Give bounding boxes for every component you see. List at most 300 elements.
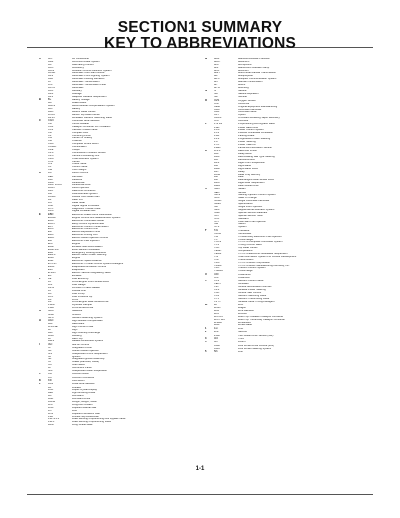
abbreviation-meaning: Overdrive: [238, 102, 250, 105]
abbreviation: RHD: [214, 167, 220, 170]
abbreviation-meaning: Windshield: [238, 321, 251, 324]
abbreviation: LCD: [48, 389, 54, 392]
abbreviation: MPX: [214, 78, 220, 81]
abbreviation: J/C: [48, 376, 52, 379]
abbreviation-meaning: Cold-Start Fuel Injection: [238, 220, 266, 223]
abbreviation: DIFF. LOCK: [48, 184, 62, 187]
abbreviation: T/A: [214, 229, 219, 232]
abbreviation-meaning: Turbocharger: [238, 238, 254, 241]
abbreviation-meaning: Special Service Materials: [238, 211, 268, 214]
abbreviation: MP: [214, 75, 218, 78]
abbreviation-meaning: Electric Vacuum Regulating Valve: [72, 271, 111, 274]
abbreviation-meaning: Power Steering: [238, 141, 256, 144]
abbreviation: VSC: [214, 291, 220, 294]
abbreviation-meaning: Front-Engine Front-Wheel-Drive: [72, 281, 109, 284]
group-letter: L: [39, 383, 41, 386]
abbreviation-meaning: Coupe: [72, 149, 80, 152]
abbreviation-meaning: Catalytic Converter For Oxidation: [72, 125, 111, 128]
abbreviation: CCo: [48, 125, 54, 128]
abbreviation: FR: [48, 301, 52, 304]
abbreviation: 5th: [214, 350, 218, 353]
abbreviation-meaning: Data Link Connector: [72, 190, 96, 193]
abbreviation-meaning: Hatchback: [72, 323, 85, 326]
abbreviation: CPE: [48, 149, 54, 152]
abbreviation-meaning: Automatic Transmission Fluid: [72, 84, 106, 87]
abbreviation: VENT: [214, 283, 221, 286]
abbreviation: WU-TWC: [214, 318, 226, 321]
abbreviation: W/: [214, 303, 218, 306]
abbreviation-meaning: Differential Lock: [72, 184, 91, 187]
abbreviation: RFS: [214, 161, 220, 164]
abbreviation-meaning: High Current Fuse: [72, 325, 94, 328]
abbreviation-meaning: Throttle Body Electronic Fuel Injection: [238, 235, 282, 238]
abbreviation: GAS: [48, 310, 54, 313]
abbreviation-meaning: Curb Weight: [72, 169, 87, 172]
abbreviation: SOC: [214, 197, 220, 200]
abbreviation-meaning: Rigid Front Suspension: [238, 161, 265, 164]
abbreviation-meaning: Warm Up Oxidation Catalytic Converter: [238, 315, 284, 318]
abbreviation: CF: [48, 134, 52, 137]
group-letter: A: [39, 58, 41, 60]
abbreviation-meaning: Supplemental Restraint System: [238, 208, 275, 211]
abbreviation: FE: [48, 277, 52, 280]
abbreviation-column-left: [39, 58, 205, 427]
abbreviation-meaning: Vehicle Identification Number: [238, 286, 272, 289]
abbreviation-meaning: TOYOTA Motor Manufacturing Kentucky, Inc.: [238, 264, 290, 267]
abbreviation: IFS: [48, 352, 53, 355]
abbreviation-meaning: Independent Rear Suspension: [72, 370, 108, 373]
abbreviation-meaning: Circuit Breaker: [72, 123, 90, 125]
abbreviation-meaning: Exhaust Gas Recirculation: [72, 245, 103, 248]
abbreviation: CPU: [48, 154, 54, 157]
abbreviation: FWD: [48, 307, 54, 310]
abbreviation-meaning: Auxiliary: [72, 89, 82, 92]
abbreviation-meaning: Deflector: [72, 178, 83, 181]
abbreviation-meaning: Long-Life Coolant: [72, 403, 93, 406]
abbreviation-meaning: Rear: [238, 176, 244, 179]
abbreviation-meaning: State Of Charge: [238, 197, 257, 200]
abbreviation-meaning: Fuel Pump: [72, 292, 85, 295]
abbreviation: STJ: [214, 220, 219, 223]
abbreviation-meaning: Third: [238, 337, 244, 340]
abbreviation-meaning: Indirect Diesel Injection: [72, 349, 99, 352]
abbreviation-meaning: Undersize: [238, 276, 250, 279]
abbreviation-meaning: Overhead Camshaft: [238, 108, 262, 111]
abbreviation-meaning: Low: [72, 409, 77, 412]
abbreviation-meaning: Emergency Locking Retractor: [72, 251, 107, 254]
abbreviation: O/D: [214, 102, 219, 105]
abbreviation: TC: [214, 238, 218, 241]
abbreviation: ACIS: [48, 69, 55, 72]
abbreviation: LO: [48, 409, 52, 412]
abbreviation-meaning: Bottom Dead Center: [72, 110, 96, 113]
abbreviation-meaning: Power Take-Off: [238, 143, 256, 146]
abbreviation: RR: [214, 176, 218, 179]
abbreviation-meaning: Warm Up Three-Way Catalytic Converter: [238, 318, 286, 321]
abbreviation: ECT: [48, 225, 54, 228]
abbreviation: LLC: [48, 403, 53, 406]
abbreviation-meaning: Left-Hand: [72, 395, 84, 398]
abbreviation-meaning: Relay: [238, 170, 245, 173]
abbreviation: W/H: [214, 310, 220, 313]
abbreviation: IIA: [48, 358, 52, 361]
abbreviation: 1st: [214, 327, 218, 330]
abbreviation: MIC: [214, 63, 219, 66]
abbreviation-meaning: Front-Wheel-Drive: [72, 307, 94, 310]
abbreviation-meaning: Fuel Economy: [72, 277, 89, 280]
abbreviation: DP: [48, 198, 52, 201]
bottom-divider: [27, 494, 373, 495]
abbreviation-meaning: High: [72, 328, 78, 331]
abbreviation: DTC: [48, 207, 54, 210]
abbreviation: T/M: [214, 258, 219, 261]
abbreviation-meaning: Formed in Place Gasket: [72, 286, 100, 289]
abbreviation-meaning: Wagon: [238, 307, 247, 310]
abbreviation: RR: [214, 179, 218, 182]
abbreviation: GND: [48, 313, 54, 316]
abbreviation: SYS: [214, 226, 220, 229]
abbreviation: TMMK: [214, 264, 222, 267]
abbreviation: B+: [48, 98, 52, 101]
group-letter: 3: [205, 337, 207, 340]
abbreviation-meaning: Liquified Natural Gas: [72, 406, 97, 409]
abbreviation-meaning: Progressive Power Steering: [238, 138, 271, 141]
abbreviation: F/P: [48, 292, 53, 295]
abbreviation: BTDC: [48, 113, 56, 116]
abbreviation: FL: [48, 289, 52, 292]
abbreviation: LH: [48, 395, 52, 398]
abbreviation: BDC: [48, 110, 54, 113]
abbreviation-meaning: Acoustic Control Induction System: [72, 69, 112, 72]
abbreviation: EGR: [48, 245, 54, 248]
abbreviation: 2WD: [214, 334, 220, 337]
abbreviation: OPT: [214, 114, 220, 117]
group-letter: U: [205, 273, 207, 276]
abbreviation-meaning: TOYOTA Electronic Modulated Suspension: [238, 253, 288, 255]
abbreviation: ECU: [48, 228, 54, 231]
abbreviation-meaning: Transaxle: [238, 229, 250, 232]
abbreviation: LAN: [48, 383, 54, 386]
abbreviation: HSG: [48, 334, 54, 337]
abbreviation-meaning: Electronic Fuel Injection: [72, 240, 100, 243]
group-letter: H: [39, 319, 41, 322]
abbreviation-meaning: Original Equipment Manufacturing: [238, 105, 278, 108]
abbreviation-meaning: TOYOTA Motor Corporation: [238, 261, 270, 264]
abbreviation-meaning: Junction Block: [72, 373, 89, 376]
abbreviation: AUX: [48, 89, 54, 92]
abbreviation-meaning: Exhaust: [72, 274, 82, 277]
abbreviation-meaning: Electronic Spark Advance: [72, 260, 102, 263]
abbreviation: RRS: [214, 182, 220, 185]
abbreviation-meaning: Integrated Circuit: [72, 346, 92, 349]
abbreviation: CD: [48, 131, 52, 134]
abbreviation-meaning: Mount: [238, 84, 246, 87]
group-letter: 1: [205, 327, 207, 330]
abbreviation-meaning: Rack And Pinion: [238, 150, 258, 153]
abbreviation: TCV: [214, 244, 220, 247]
abbreviation: CCV: [48, 128, 54, 131]
abbreviation-meaning: Length, Height, Width: [72, 401, 97, 404]
abbreviation: F/G: [48, 284, 53, 287]
abbreviation-meaning: Eddy Current Dynamometer: [72, 222, 105, 225]
abbreviation-meaning: Adaptive Variable Suspension: [72, 95, 107, 98]
abbreviation-meaning: Automatic Front Lighting System: [72, 75, 110, 78]
abbreviation-meaning: Light Emitting Diode: [72, 392, 96, 395]
abbreviation: D/INJ: [48, 187, 55, 190]
page-number: 1-1: [195, 466, 205, 472]
abbreviation: TDC: [214, 247, 220, 250]
group-letter: I: [39, 343, 40, 346]
abbreviation: J/B: [48, 372, 52, 376]
abbreviation-meaning: Rear-Engine Rear-Wheel Drive: [238, 179, 274, 182]
abbreviation-meaning: Center Of Gravity: [72, 137, 93, 140]
abbreviation: PTO: [214, 143, 220, 146]
abbreviation-meaning: Direct Current: [72, 172, 89, 175]
abbreviation-meaning: Battery: [72, 107, 81, 110]
abbreviation: FR: [48, 298, 52, 301]
abbreviation: MAX.: [214, 60, 221, 63]
abbreviation: TEMS: [214, 253, 222, 255]
abbreviation: E-VRV: [48, 271, 56, 274]
abbreviation: SEN: [214, 191, 220, 194]
abbreviation-meaning: Multi-mode Manual Transmission: [238, 72, 277, 75]
abbreviation: VTV: [214, 297, 220, 300]
abbreviation: SOHC: [214, 200, 222, 203]
abbreviation-meaning: Turbocharge: [238, 270, 253, 273]
abbreviation-meaning: Read Only Memory: [238, 173, 261, 176]
abbreviation: OEM: [214, 105, 220, 108]
abbreviation-row: [39, 424, 205, 427]
abbreviation-meaning: Variable Power Steering: [238, 289, 266, 292]
abbreviation-meaning: Tachometer: [238, 232, 252, 235]
abbreviation: COMB.: [48, 146, 57, 149]
abbreviation-meaning: Temperature: [238, 250, 253, 253]
abbreviation: MIN.: [214, 69, 220, 72]
abbreviation: ALR: [48, 78, 54, 81]
abbreviation: AVG: [48, 92, 54, 95]
abbreviation-meaning: Automatic Cold Start Device: [72, 72, 105, 75]
abbreviation: 2nd: [214, 330, 219, 334]
abbreviation: SPI: [214, 206, 219, 209]
abbreviation: LNG: [48, 406, 54, 409]
abbreviation-meaning: Oversize: [238, 120, 249, 123]
abbreviation-meaning: Alternating Current: [72, 63, 94, 66]
abbreviation-meaning: Fusible Link: [72, 289, 86, 292]
abbreviation: LED: [48, 392, 54, 395]
abbreviation: EVAP: [48, 266, 55, 269]
abbreviation: A/C: [48, 58, 53, 60]
abbreviation-meaning: On-board Refueling Vapor Recovery: [238, 117, 280, 120]
abbreviation: AUTO: [48, 86, 56, 89]
abbreviation-meaning: Recirculating Ball Type Steering: [238, 156, 275, 159]
abbreviation-meaning: Liftback: [72, 386, 81, 389]
abbreviation: DFL: [48, 178, 53, 181]
abbreviation: C/V: [48, 163, 53, 166]
abbreviation-meaning: Fuel Pressure Up: [72, 295, 93, 298]
abbreviation: E/G: [48, 242, 53, 245]
abbreviation: TEMP.: [214, 250, 222, 253]
abbreviation: LHD: [48, 398, 54, 401]
abbreviation: HI: [48, 328, 51, 331]
abbreviation-meaning: Center: [72, 160, 80, 163]
abbreviation-meaning: Direct Injection: [72, 187, 90, 190]
abbreviation: ATF: [48, 84, 53, 87]
abbreviation: DC: [48, 172, 52, 175]
abbreviation: DLC: [48, 190, 54, 193]
abbreviation-meaning: Electro-Deposited Prime: [72, 231, 101, 234]
section-title: SECTION1 SUMMARY: [117, 19, 283, 36]
group-letter: K: [39, 379, 41, 382]
abbreviation-meaning: Manual Transmission: [238, 81, 263, 84]
group-letter: R: [205, 149, 207, 153]
abbreviation-meaning: Automatic Locking Retractor: [72, 78, 105, 81]
abbreviation-meaning: Liquified Petroleum Gas: [72, 412, 100, 415]
abbreviation-meaning: Accessory: [72, 66, 84, 69]
abbreviation: RBS: [214, 156, 220, 159]
abbreviation: IDI: [48, 349, 52, 352]
group-letter: O: [205, 99, 208, 102]
abbreviation: KD: [48, 379, 52, 382]
abbreviation-meaning: Mounting: [238, 86, 249, 89]
abbreviation-column-right: [205, 58, 371, 354]
abbreviation: WU-OC: [214, 315, 224, 318]
abbreviation: CB: [48, 123, 52, 125]
abbreviation: SW: [214, 223, 219, 226]
abbreviation-meaning: Without: [238, 312, 247, 315]
abbreviation: SST: [214, 214, 220, 217]
abbreviation: MIL: [214, 66, 219, 69]
abbreviation-meaning: High Intensity Discharge: [72, 331, 101, 334]
abbreviation: H-FUSE: [48, 325, 58, 328]
group-letter: 4: [205, 341, 207, 344]
abbreviation-meaning: High Altitude Compensator: [72, 319, 103, 322]
abbreviation-meaning: Hard Top: [72, 337, 83, 340]
abbreviation-meaning: Traction Control System: [238, 267, 266, 270]
abbreviation-meaning: Single Overhead Camshaft: [238, 200, 270, 203]
group-letter: W: [205, 303, 208, 306]
abbreviation: EGR-VM: [48, 248, 59, 251]
abbreviation-meaning: Electronic Driving Unit: [72, 234, 98, 237]
group-letter: 5: [205, 350, 207, 353]
abbreviation: VCV: [214, 279, 220, 283]
abbreviation-meaning: EGR-Vacuum Modulator: [72, 248, 101, 251]
abbreviation: IRS: [48, 370, 53, 373]
abbreviation: FPU: [48, 295, 54, 298]
group-letter: E: [39, 213, 41, 216]
abbreviation-meaning: Vacuum Transmitting Valve: [238, 297, 270, 300]
abbreviation: PCS: [214, 129, 220, 132]
abbreviation-meaning: Specification: [238, 203, 253, 206]
abbreviation: MT: [214, 84, 218, 87]
abbreviation: VPS: [214, 289, 220, 292]
abbreviation: DVD: [48, 210, 54, 213]
abbreviation-meaning: Battery Voltage: [72, 98, 90, 101]
abbreviation: SPEC: [214, 203, 222, 206]
abbreviation-meaning: Power Back Door: [238, 126, 259, 129]
abbreviation: EDU: [48, 234, 54, 237]
abbreviation-meaning: Limited Slip Differential: [72, 415, 99, 418]
abbreviation-meaning: Channel: [72, 140, 82, 143]
abbreviation-meaning: Vehicle Skid Control: [238, 291, 262, 294]
abbreviation-meaning: Integrated Ignition Assembly: [72, 358, 105, 361]
abbreviation: AVS: [48, 95, 53, 98]
abbreviation: CV: [48, 166, 52, 169]
abbreviation: O/S: [214, 120, 219, 123]
abbreviation-meaning: Variable Valve Timing-intelligent: [238, 300, 275, 303]
abbreviation-meaning: Control Valve: [72, 166, 88, 169]
abbreviation-meaning: Microphone: [238, 63, 252, 66]
abbreviation: HT: [48, 337, 52, 340]
abbreviation-meaning: Defroster: [72, 175, 83, 178]
abbreviation-meaning: Anti-Lock Brake System: [72, 60, 100, 63]
abbreviation: ENG: [48, 257, 54, 260]
abbreviation-meaning: Automatic: [72, 86, 84, 89]
abbreviation-meaning: Electronic Throttle Control System-intelligent: [72, 263, 124, 266]
abbreviation-meaning: Vacuum Switching Valve: [238, 294, 267, 297]
abbreviation: DOHC: [48, 195, 56, 198]
abbreviation: PKB: [214, 135, 220, 138]
abbreviation: SICS: [214, 194, 221, 197]
abbreviation: AT: [48, 81, 52, 84]
abbreviation-meaning: Check Valve: [72, 163, 87, 166]
abbreviation: EBD: [48, 213, 54, 216]
abbreviation: TMC: [214, 261, 220, 264]
group-letter: B: [39, 98, 41, 101]
abbreviation-meaning: System: [238, 226, 247, 229]
abbreviation-meaning: Sensor: [238, 191, 247, 194]
abbreviation: ECDY: [48, 222, 56, 225]
abbreviation: WSHD: [214, 321, 222, 324]
abbreviation-meaning: Rear-Wheel Drive: [238, 185, 259, 188]
abbreviation-meaning: Fuel Gauge: [72, 284, 86, 287]
abbreviation-meaning: Minimum: [238, 69, 249, 72]
abbreviation-meaning: Liquid Crystal Display: [72, 389, 97, 392]
abbreviation: DIFF.: [48, 181, 55, 184]
abbreviation-meaning: Combustion Pressure Sensor: [72, 151, 106, 154]
abbreviation-meaning: Digital Signal Processor: [72, 204, 100, 207]
abbreviation: ETCS-i: [48, 263, 57, 266]
abbreviation: H/B: [48, 323, 53, 326]
group-letter: P: [205, 123, 207, 126]
abbreviation-meaning: Relay Block: [238, 153, 252, 156]
group-letter: S: [205, 188, 207, 191]
abbreviation: R & P: [214, 149, 221, 153]
abbreviation-meaning: Compact Disc: [72, 131, 89, 134]
abbreviation-meaning: Rigid Rear Suspension: [238, 182, 265, 185]
abbreviation: R/F: [214, 159, 219, 162]
abbreviation: LB: [48, 386, 52, 389]
abbreviation-meaning: Option: [238, 114, 246, 117]
abbreviation: PZEV: [214, 146, 221, 149]
abbreviation-meaning: Power Control System: [238, 129, 264, 132]
abbreviation: CH: [48, 140, 52, 143]
abbreviation-meaning: Electric Diesel Injection Control: [72, 237, 108, 240]
group-letter: F: [39, 277, 41, 280]
abbreviation-meaning: Gasoline: [72, 310, 83, 313]
abbreviation: P & BV: [214, 123, 223, 126]
abbreviation: DSP: [48, 204, 54, 207]
abbreviation: U/D: [214, 273, 219, 276]
abbreviation: LSP & PV: [48, 418, 60, 421]
abbreviation-meaning: Dash Pot: [72, 198, 83, 201]
abbreviation: BVSV: [48, 116, 55, 119]
abbreviation: DLI: [48, 193, 53, 196]
abbreviation: ACC: [48, 66, 54, 69]
abbreviation: TCCS: [214, 241, 222, 244]
abbreviation-meaning: Engine: [72, 242, 81, 245]
abbreviation: W/O: [214, 312, 220, 315]
abbreviation: ELR: [48, 251, 54, 254]
